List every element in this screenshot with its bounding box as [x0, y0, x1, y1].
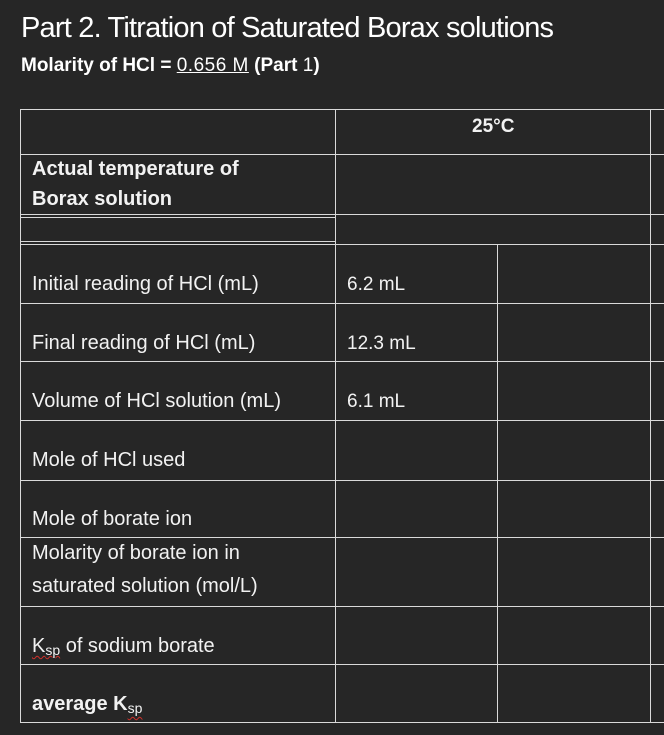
page-title: Part 2. Titration of Saturated Borax solutions	[21, 12, 554, 44]
molarity-part-number: 1	[302, 55, 314, 76]
molarity-label: Molarity of HCl =	[21, 55, 177, 76]
row-mole-hcl-label: Mole of HCl used	[32, 449, 186, 471]
row-average-ksp-label: average $K_{sp}$	[32, 693, 143, 716]
row-ksp-label: $K_{sp}$ of sodium borate	[32, 635, 215, 658]
molarity-line	[21, 55, 320, 77]
ksp-symbol: $K_{sp}$	[32, 635, 61, 658]
row-final-reading-label: Final reading of HCl (mL)	[32, 332, 256, 354]
molarity-part-close: )	[313, 55, 320, 76]
row-initial-reading-value: 6.2 mL	[347, 274, 406, 295]
row-volume-value: 6.1 mL	[347, 391, 406, 412]
row-volume-label: Volume of HCl solution (mL)	[32, 390, 281, 412]
row-actual-temperature-label-2: Borax solution	[32, 188, 173, 210]
row-final-reading-value: 12.3 mL	[347, 333, 416, 354]
row-actual-temperature-label-1: Actual temperature of	[32, 158, 239, 180]
row-molarity-borate-label-2: saturated solution (mol/L)	[32, 575, 258, 597]
temperature-column-header: 25°C	[472, 116, 515, 137]
row-initial-reading-label: Initial reading of HCl (mL)	[32, 273, 259, 295]
row-molarity-borate-label-1: Molarity of borate ion in	[32, 542, 240, 564]
row-mole-borate-label: Mole of borate ion	[32, 508, 193, 530]
molarity-value: 0.656 M	[176, 55, 249, 76]
molarity-part-open: (Part	[248, 55, 303, 76]
